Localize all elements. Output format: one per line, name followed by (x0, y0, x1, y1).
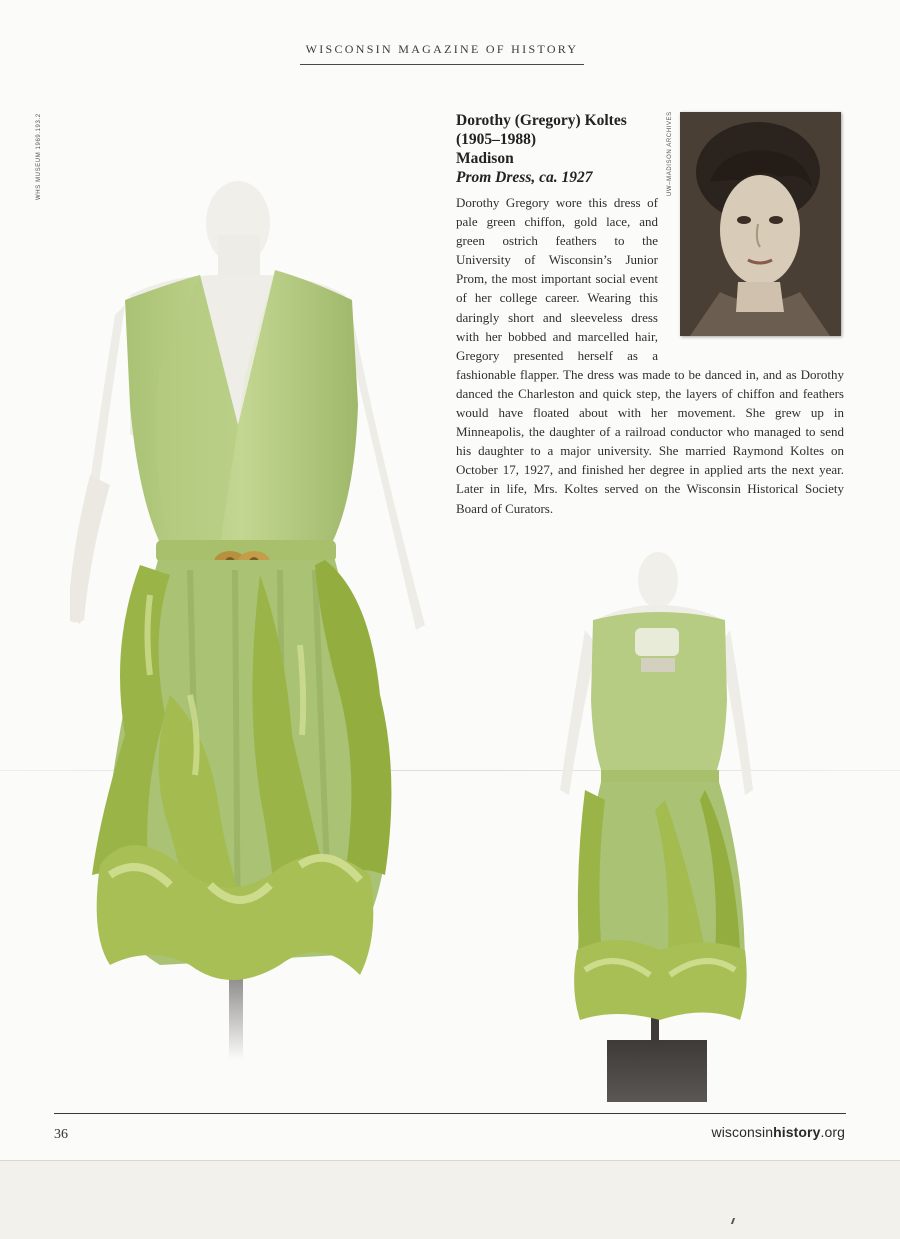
subject-name: Dorothy (Gregory) Koltes (456, 112, 627, 129)
photo-credit: UW–MADISON ARCHIVES (667, 111, 673, 196)
subject-dates: (1905–1988) (456, 131, 537, 148)
subject-city: Madison (456, 150, 514, 167)
page-number: 36 (54, 1127, 68, 1142)
scan-margin (0, 1160, 900, 1239)
footer-rule (54, 1113, 846, 1114)
website-bold: history (773, 1124, 821, 1140)
prom-dress-front-photo (70, 175, 440, 1075)
website-prefix: wisconsin (711, 1124, 774, 1140)
entry-body (456, 193, 844, 518)
entry-heading (456, 111, 666, 187)
entry-body-paragraph: Dorothy Gregory wore this dress of pale green chiffon, gold lace, and green ostrich feathers to the University of Wisconsin’s Junior Prom, the most important social event of her college career. Wearing this daringly short and sleeveless dress with her bobbed and marcelled hair, Gregory presented herself as a fashionable flapper. The dress was made to be danced in, and as Dorothy danced the Charleston and quick step, the layers of chiffon and feathers would have floated about with her movement. She grew up in Minneapolis, the daughter of a railroad conductor who managed to send his daughter to a major university. She married Raymond Koltes on October 17, 1927, and finished her degree in applied arts the next year. Later in life, Mrs. Koltes served on the Wisconsin Historical Society Board of Curators. (456, 195, 844, 516)
prom-dress-back-photo (555, 550, 765, 1110)
footer-website[interactable] (711, 1124, 845, 1140)
object-credit: WHS MUSEUM 1969.193.2 (36, 113, 42, 200)
website-suffix: .org (820, 1124, 845, 1140)
running-head: WISCONSIN MAGAZINE OF HISTORY (300, 42, 584, 65)
portrait-text-wrap-space (668, 190, 844, 342)
object-title: Prom Dress, ca. 1927 (456, 169, 593, 186)
